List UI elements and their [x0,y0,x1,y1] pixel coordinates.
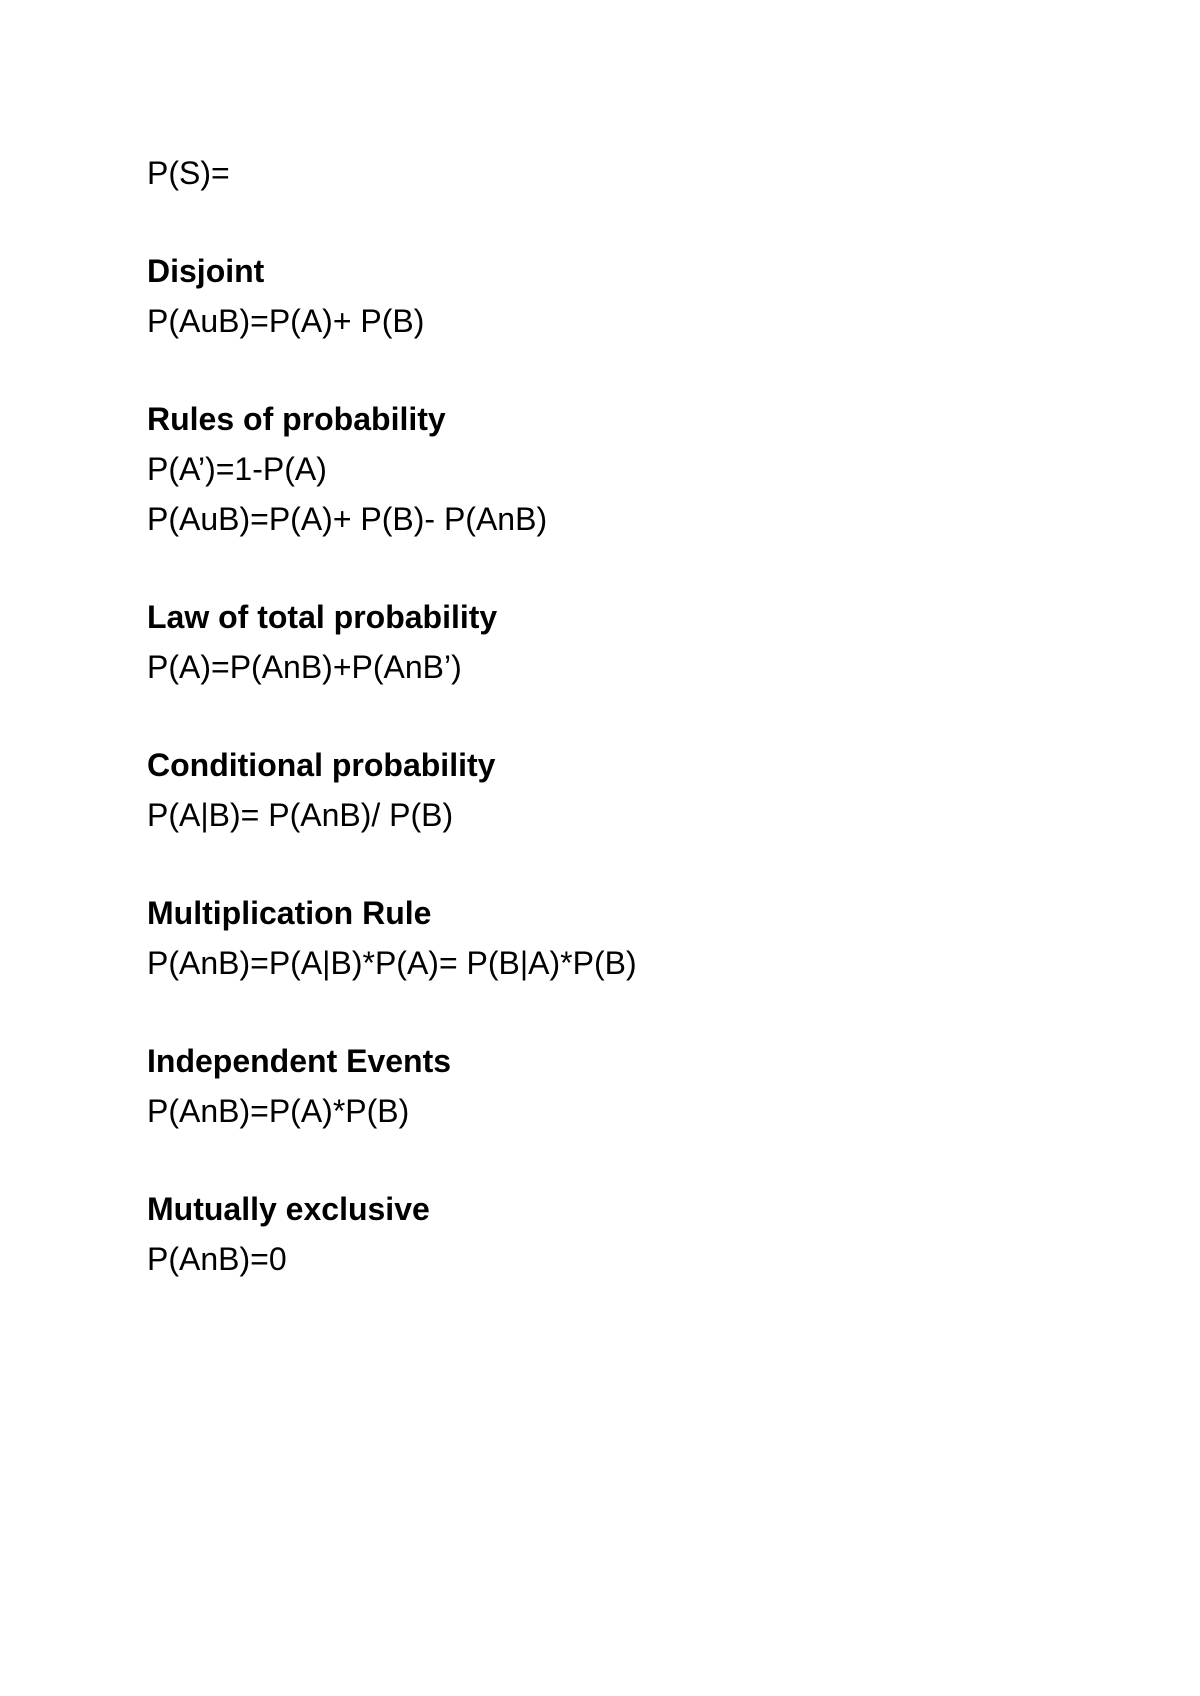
formula-line: P(A’)=1-P(A) [147,451,327,487]
section-mutually-exclusive [147,1184,1047,1284]
spacer [147,346,1047,394]
spacer [147,988,1047,1036]
formula-line: P(A)=P(AnB)+P(AnB’) [147,649,462,685]
section-disjoint [147,246,1047,346]
section-conditional-probability [147,740,1047,840]
formula-line: P(AnB)=P(A|B)*P(A)= P(B|A)*P(B) [147,945,637,981]
spacer [147,1136,1047,1184]
formula-line: P(AnB)=P(A)*P(B) [147,1093,410,1129]
section-multiplication-rule [147,888,1047,988]
intro-formula: P(S)= [147,155,230,191]
section-heading: Conditional probability [147,747,496,783]
section-heading: Disjoint [147,253,265,289]
spacer [147,544,1047,592]
section-independent-events [147,1036,1047,1136]
section-heading: Independent Events [147,1043,452,1079]
formula-line: P(AuB)=P(A)+ P(B)- P(AnB) [147,501,548,537]
section-heading: Mutually exclusive [147,1191,430,1227]
document-body [147,148,1047,1284]
section-heading: Law of total probability [147,599,498,635]
section-heading: Multiplication Rule [147,895,432,931]
spacer [147,198,1047,246]
formula-line: P(AnB)=0 [147,1241,287,1277]
spacer [147,840,1047,888]
section-law-of-total-probability [147,592,1047,692]
section-rules-of-probability [147,394,1047,544]
section-heading: Rules of probability [147,401,446,437]
spacer [147,692,1047,740]
formula-line: P(A|B)= P(AnB)/ P(B) [147,797,454,833]
formula-line: P(AuB)=P(A)+ P(B) [147,303,425,339]
